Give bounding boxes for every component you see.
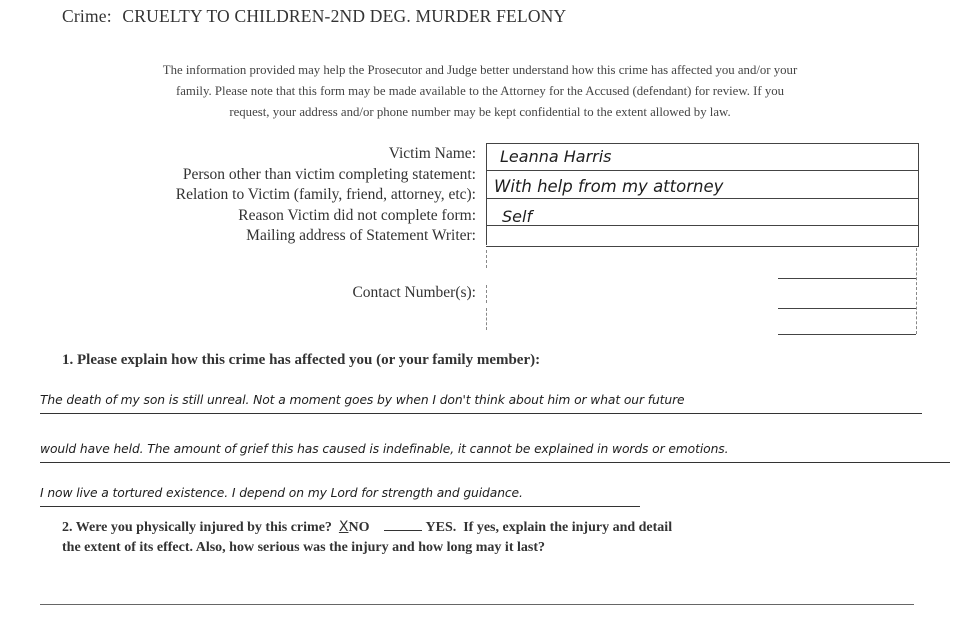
- question-2-line2: the extent of its effect. Also, how serious was the injury and how long may it last?: [62, 540, 545, 555]
- field-tick: [486, 308, 487, 330]
- field-divider: [486, 170, 918, 171]
- field-divider: [486, 246, 918, 247]
- field-border-top: [486, 143, 918, 144]
- reason-label: Reason Victim did not complete form:: [238, 206, 476, 224]
- question-2: [62, 517, 922, 558]
- relation-value: Self: [502, 207, 533, 226]
- other-person-value: With help from my attorney: [494, 177, 724, 196]
- intro-line: The information provided may help the Prosecutor and Judge better understand how this crime has affected you and/or your: [162, 63, 798, 77]
- question-2-part1: Were you physically injured by this crime?: [75, 520, 332, 535]
- field-divider: [778, 278, 916, 279]
- intro-paragraph: [40, 60, 920, 123]
- answer-underline: [40, 506, 640, 507]
- question-2-part2: If yes, explain the injury and detail: [463, 520, 673, 535]
- crime-header: [62, 6, 566, 27]
- address-label: Mailing address of Statement Writer:: [246, 227, 476, 244]
- no-label: NO: [348, 520, 370, 535]
- answer-line: I now live a tortured existence. I depend on my Lord for strength and guidance.: [40, 486, 523, 500]
- field-border-right: [918, 143, 919, 247]
- field-tick: [486, 250, 487, 268]
- answer-line: would have held. The amount of grief this has caused is indefinable, it cannot be explained in words or emotions.: [40, 442, 729, 456]
- yes-blank[interactable]: [384, 518, 422, 531]
- answer-underline: [40, 413, 922, 414]
- field-divider: [486, 198, 918, 199]
- answer-underline: [40, 462, 950, 463]
- question-2-answer-line[interactable]: [40, 604, 914, 605]
- field-divider: [778, 308, 916, 309]
- victim-name-label: Victim Name:: [388, 145, 476, 162]
- intro-line: request, your address and/or phone number may be kept confidential to the extent allowed by law.: [229, 105, 731, 119]
- question-2-line: [62, 517, 922, 538]
- field-divider: [778, 334, 916, 335]
- question-1: 1. Please explain how this crime has affected you (or your family member):: [62, 352, 541, 368]
- no-checkmark: X: [338, 519, 349, 535]
- intro-line: family. Please note that this form may be made available to the Attorney for the Accused (defendant) for review. If you: [175, 84, 785, 98]
- answer-line: The death of my son is still unreal. Not a moment goes by when I don't think about him or what our future: [40, 393, 685, 407]
- relation-label: Relation to Victim (family, friend, attorney, etc):: [175, 186, 476, 203]
- contact-label: Contact Number(s):: [352, 283, 476, 301]
- crime-label: Crime:: [62, 6, 112, 26]
- field-divider: [486, 225, 918, 226]
- question-2-number: 2.: [62, 520, 73, 535]
- field-labels: [176, 144, 476, 303]
- victim-name-value: Leanna Harris: [500, 147, 612, 166]
- crime-value: CRUELTY TO CHILDREN-2ND DEG. MURDER FELONY: [122, 6, 567, 26]
- field-border-right-dotted: [916, 248, 917, 334]
- field-tick: [486, 285, 487, 303]
- yes-label: YES.: [425, 520, 457, 535]
- field-border-left: [486, 143, 487, 245]
- other-person-label: Person other than victim completing statement:: [182, 165, 476, 183]
